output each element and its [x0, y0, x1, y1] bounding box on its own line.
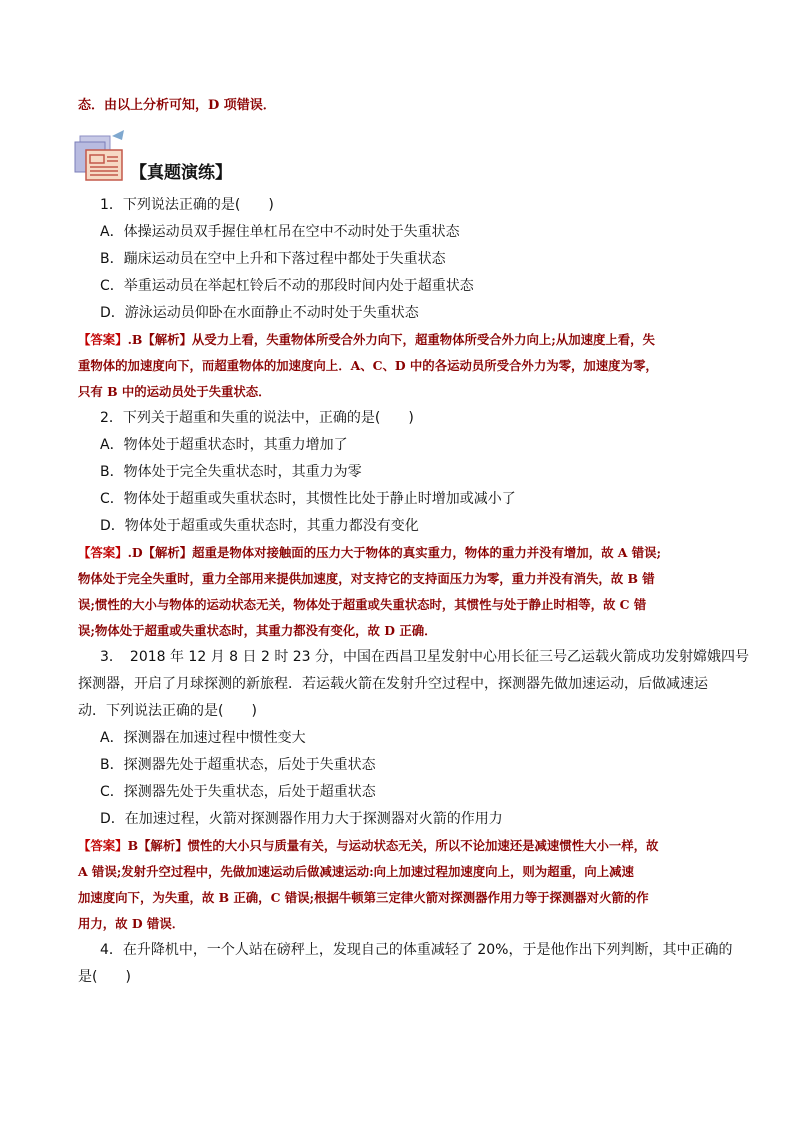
option-b: B．蹦床运动员在空中上升和下落过程中都处于失重状态 — [100, 251, 446, 267]
question-stem: 动．下列说法正确的是( ) — [78, 703, 257, 719]
section-title: 【真题演练】 — [130, 163, 232, 183]
answer-tag: 【答案】 — [78, 332, 128, 347]
answer-block — [78, 833, 728, 937]
answer-text: A 错误;发射升空过程中，先做加速运动后做减速运动:向上加速过程加速度向上，则为超重，向上减速 — [78, 864, 634, 879]
question-stem: 2．下列关于超重和失重的说法中，正确的是( ) — [100, 410, 414, 426]
answer-text: 只有 B 中的运动员处于失重状态． — [78, 384, 271, 399]
option-b: B．探测器先处于超重状态，后处于失重状态 — [100, 757, 376, 773]
answer-block — [78, 540, 728, 644]
option-a: A．探测器在加速过程中惯性变大 — [100, 730, 306, 746]
answer-text: 物体处于完全失重时，重力全部用来提供加速度，对支持它的支持面压力为零，重力并没有消失，故 B 错 — [78, 571, 655, 586]
questions-content — [78, 192, 750, 991]
option-c: C．物体处于超重或失重状态时，其惯性比处于静止时增加或减小了 — [100, 491, 516, 507]
answer-tag: 【答案】 — [78, 545, 128, 560]
option-d: D．游泳运动员仰卧在水面静止不动时处于失重状态 — [100, 305, 419, 321]
question-1 — [78, 192, 728, 405]
option-a: A．体操运动员双手握住单杠吊在空中不动时处于失重状态 — [100, 224, 460, 240]
section-header — [72, 128, 372, 188]
answer-text: 加速度向下，为失重，故 B 正确，C 错误;根据牛顿第三定律火箭对探测器作用力等于探测器对火箭的作 — [78, 890, 649, 905]
option-a: A．物体处于超重状态时，其重力增加了 — [100, 437, 348, 453]
option-b: B．物体处于完全失重状态时，其重力为零 — [100, 464, 362, 480]
answer-text: 用力，故 D 错误． — [78, 916, 185, 931]
answer-tag: 【答案】 — [78, 838, 128, 853]
answer-block — [78, 327, 728, 405]
notebook-icon — [72, 128, 128, 184]
answer-text: 误;物体处于超重或失重状态时，其重力都没有变化，故 D 正确． — [78, 623, 437, 638]
option-c: C．探测器先处于失重状态，后处于超重状态 — [100, 784, 376, 800]
previous-answer-tail: 态．由以上分析可知，D 项错误． — [78, 98, 276, 113]
answer-text: 误;惯性的大小与物体的运动状态无关，物体处于超重或失重状态时，其惯性与处于静止时相等，故 C 错 — [78, 597, 647, 612]
question-stem: 探测器，开启了月球探测的新旅程．若运载火箭在发射升空过程中，探测器先做加速运动，后做减速运 — [78, 676, 708, 692]
question-stem: 1．下列说法正确的是( ) — [100, 197, 274, 213]
question-stem: 是( ) — [78, 969, 131, 985]
option-d: D．在加速过程，火箭对探测器作用力大于探测器对火箭的作用力 — [100, 811, 503, 827]
option-c: C．举重运动员在举起杠铃后不动的那段时间内处于超重状态 — [100, 278, 474, 294]
option-d: D．物体处于超重或失重状态时，其重力都没有变化 — [100, 518, 419, 534]
question-4 — [78, 937, 733, 991]
question-2 — [78, 405, 728, 644]
answer-text: B【解析】惯性的大小只与质量有关，与运动状态无关，所以不论加速还是减速惯性大小一样，故 — [127, 838, 659, 853]
answer-text: 重物体的加速度向下，而超重物体的加速度向上．A、C、D 中的各运动员所受合外力为零，加速度为零， — [78, 358, 658, 373]
answer-text: .B【解析】从受力上看，失重物体所受合外力向下，超重物体所受合外力向上;从加速度上看，失 — [127, 332, 655, 347]
question-stem: 3． 2018 年 12 月 8 日 2 时 23 分，中国在西昌卫星发射中心用长征三号乙运载火箭成功发射嫦娥四号 — [100, 649, 750, 665]
answer-text: .D【解析】超重是物体对接触面的压力大于物体的真实重力，物体的重力并没有增加，故 A 错误; — [127, 545, 662, 560]
question-stem: 4．在升降机中，一个人站在磅秤上，发现自己的体重减轻了 20%，于是他作出下列判断，其中正确的 — [100, 942, 733, 958]
question-3 — [78, 644, 750, 937]
